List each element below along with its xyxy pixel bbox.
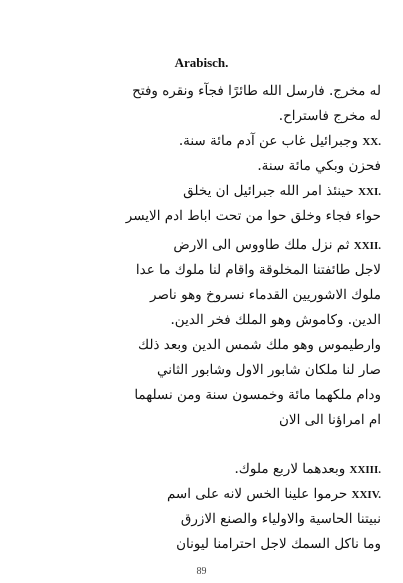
- text-line: ملوك الاشوريين القدماء نسروخ وهو ناصر: [150, 287, 381, 303]
- text-line: نبيتنا الحاسية والاولياء والصنع الازرق: [180, 511, 381, 527]
- section-number: XXIV.: [351, 489, 381, 501]
- section-number: XXI.: [358, 186, 381, 198]
- text-line: وما ناكل السمك لاجل احترامنا ليونان: [176, 536, 381, 552]
- text-line: XXI. حينئذ امر الله جبرائيل ان يخلق: [183, 183, 381, 199]
- page-number: 89: [196, 566, 207, 577]
- text-line: XXIII. وبعدهما لاربع ملوك.: [234, 461, 381, 477]
- text-line: وارطيموس وهو ملك شمس الدين وبعد ذلك: [138, 337, 381, 353]
- text-line: صار لنا ملكان شابور الاول وشابور الثاني: [156, 362, 381, 378]
- text-line: XXIV. حرموا علينا الخس لانه على اسم: [166, 486, 381, 502]
- section-number: XXIII.: [349, 464, 381, 476]
- page-heading: Arabisch.: [174, 55, 229, 70]
- text-line: فحزن وبكي مائة سنة.: [257, 158, 381, 174]
- text-line: له مخرج فاستراح.: [278, 108, 381, 124]
- text-line: ام امراؤنا الى الان: [278, 412, 381, 428]
- text-line: لاجل طائفتنا المخلوقة واقام لنا ملوك ما عدا: [135, 262, 381, 278]
- text-line: XX. وجبرائيل غاب عن آدم مائة سنة.: [178, 133, 381, 149]
- section-number: XXII.: [353, 240, 381, 252]
- section-number: XX.: [362, 136, 381, 148]
- text-line: ودام ملكهما مائة وخمسون سنة ومن نسلهما: [134, 387, 381, 403]
- text-line: حواء فجاء وخلق حوا من تحت اباط ادم الايسر: [125, 208, 381, 224]
- text-line: XXII. ثم نزل ملك طاووس الى الارض: [173, 237, 381, 253]
- text-line: الدين. وكاموش وهو الملك فخر الدين.: [170, 312, 381, 328]
- text-line: له مخرج. فارسل الله طائرًا فجآء ونقره وفتح: [132, 83, 381, 99]
